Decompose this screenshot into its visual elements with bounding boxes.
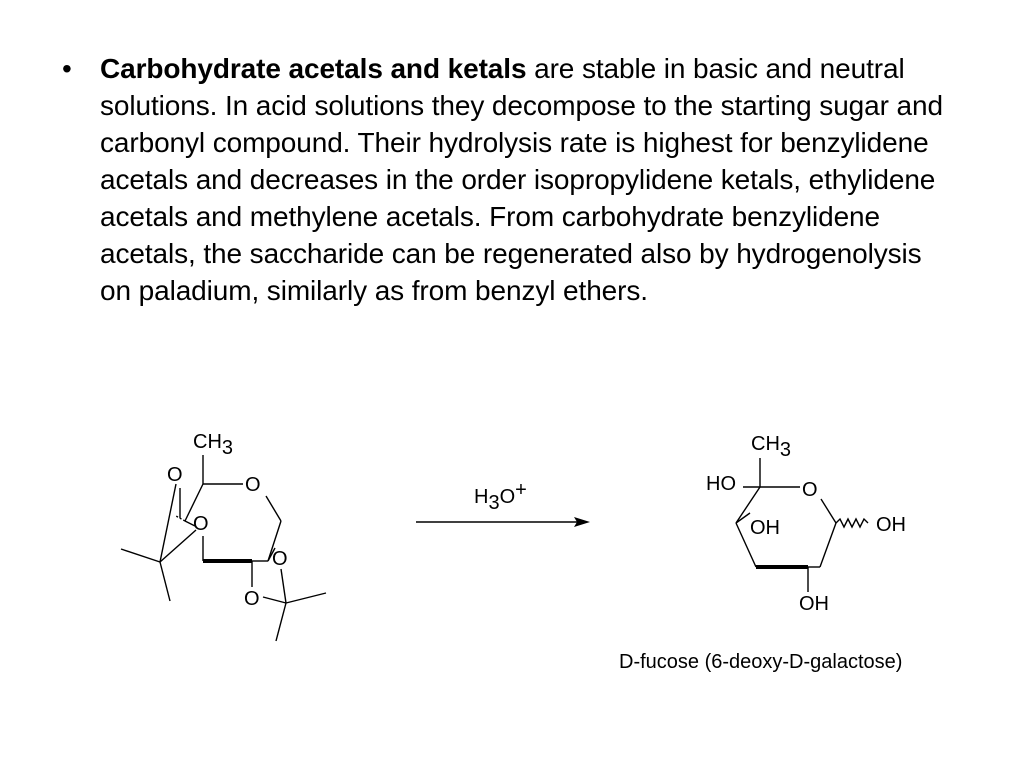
body-text: are stable in basic and neutral solutions. In acid solutions they decompose to the starting sugar and carbonyl compound. Their hydrolysis rate is highest for benzylidene acetals and decreases in the order isopropylidene ketals, ethylidene acetals and methylene acetals. From carbohydrate benzylidene acetals, the saccharide can be regenerated also by hydrogenolysis on paladium, similarly as from benzyl ethers. bbox=[100, 53, 943, 306]
product-caption: D-fucose (6-deoxy-D-galactose) bbox=[619, 651, 903, 673]
product-ch3-label: CH3 bbox=[751, 433, 792, 461]
reactant-o-anomeric: O bbox=[272, 548, 288, 570]
product-oh-c3: OH bbox=[750, 517, 780, 539]
reactant-o-ketal-mid: O bbox=[193, 513, 209, 535]
reactant-ch3-label: CH3 bbox=[193, 431, 234, 459]
reaction-arrow bbox=[416, 517, 590, 527]
bullet-paragraph bbox=[62, 50, 962, 309]
reactant-o-c2: O bbox=[244, 588, 260, 610]
bold-lead: Carbohydrate acetals and ketals bbox=[100, 53, 527, 84]
reaction-scheme bbox=[0, 400, 1024, 650]
bullet-marker: • bbox=[62, 53, 72, 84]
product-oh-anomeric: OH bbox=[876, 514, 906, 536]
product-oh-c2: OH bbox=[799, 593, 829, 615]
product-o-ring: O bbox=[802, 479, 818, 501]
reactant-o-ketal-top: O bbox=[167, 464, 183, 486]
product-ho-c4: HO bbox=[706, 473, 736, 495]
bullet-text bbox=[100, 50, 960, 309]
reactant-structure bbox=[121, 455, 326, 641]
reagent-label: H3O+ bbox=[474, 479, 527, 514]
reactant-o-ring: O bbox=[245, 474, 261, 496]
